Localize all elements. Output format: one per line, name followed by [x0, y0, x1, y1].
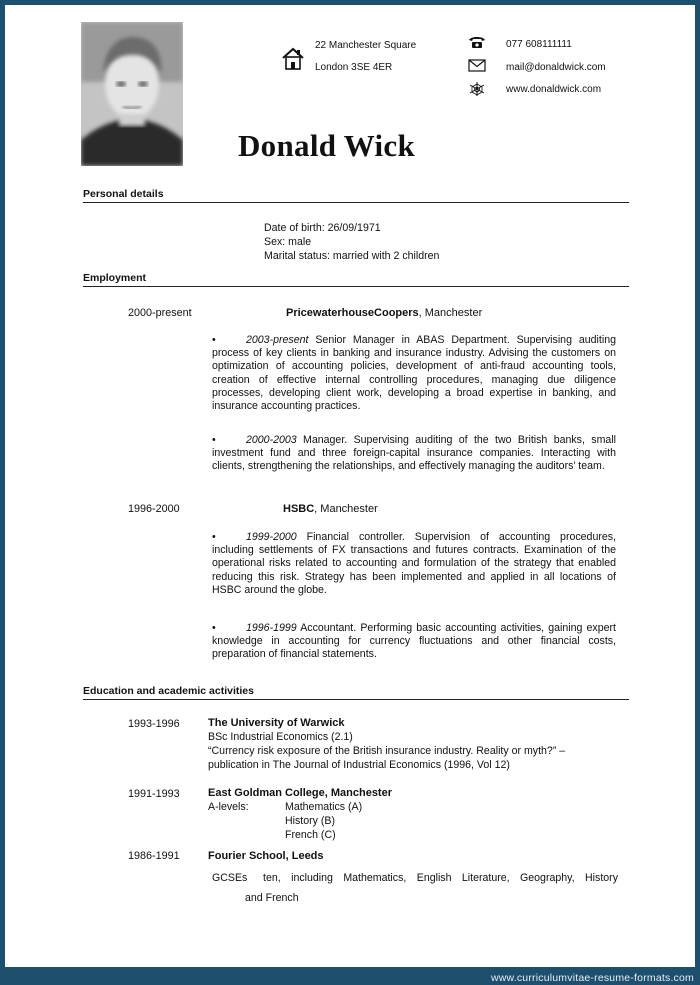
phone-number: 077 608111111 [506, 39, 572, 50]
gcse-label: GCSEs [212, 872, 248, 884]
role-text: Accountant. Performing basic accounting activities, gaining expert knowledge in accounting for currency fluctuations and other financial costs, preparation of financial statements. [212, 622, 616, 661]
job-employer [286, 307, 482, 319]
gcse-details-cont: and French [245, 892, 299, 904]
footer-url[interactable]: www.curriculumvitae-resume-formats.com [490, 972, 694, 984]
role-period: 1999-2000 [246, 531, 297, 543]
company-name: HSBC [283, 503, 315, 515]
mail-icon [468, 59, 486, 72]
section-divider [83, 286, 629, 287]
section-title-personal: Personal details [83, 188, 164, 200]
job-dates: 2000-present [128, 307, 192, 319]
role-period: 1996-1999 [246, 622, 297, 634]
job-dates: 1996-2000 [128, 503, 180, 515]
section-divider [83, 699, 629, 700]
section-title-employment: Employment [83, 272, 147, 284]
role-text: Financial controller. Supervision of accounting procedures, including settlements of FX transactions and futures contracts. Examination of the operational risks related to accounting and formulation of the strategy that enabled reducing this risk. Strategy has been implemented and applied in all locations of HSBC around the globe. [212, 531, 616, 596]
school-name: East Goldman College, Manchester [208, 787, 392, 799]
profile-photo [81, 22, 183, 166]
edu-dates: 1993-1996 [128, 718, 180, 730]
role-period: 2000-2003 [246, 434, 297, 446]
role-description: • 1996-1999 Accountant. Performing basic accounting activities, gaining expert knowledge in accounting for currency fluctuations and other financial costs, preparation of financial statements. [212, 622, 616, 661]
role-text: Senior Manager in ABAS Department. Supervising auditing process of key clients in banking and insurance industry. Advising the customers on optimization of accounting policies, development of anti-fraud accounting tools, creation of effective internal controlling procedures, managing due diligence processes, developing client work, developing a broad expertise in banking, and insurance accounting practices. [212, 334, 616, 413]
section-title-education: Education and academic activities [83, 685, 254, 697]
company-location: , Manchester [418, 307, 483, 319]
degree: BSc Industrial Economics (2.1) [208, 731, 353, 743]
address-line-2: London 3SE 4ER [315, 62, 393, 73]
role-text: Manager. Supervising auditing of the two British banks, small investment fund and three foreign-capital insurance companies. Interacting with clients, strengthening the relationships, and effectively managing the auditors’ team. [212, 434, 616, 473]
edu-dates: 1991-1993 [128, 788, 180, 800]
company-name: PricewaterhouseCoopers [286, 307, 419, 319]
publication-title: “Currency risk exposure of the British insurance industry. Reality or myth?” – [208, 745, 566, 757]
role-description: • 2000-2003 Manager. Supervising auditing of the two British banks, small investment fund and three foreign-capital insurance companies. Interacting with clients, strengthening the relationships, and effectively managing the auditors’ team. [212, 434, 616, 473]
home-icon [281, 46, 305, 72]
company-location: , Manchester [314, 503, 378, 515]
email-address[interactable]: mail@donaldwick.com [506, 62, 606, 73]
school-name: Fourier School, Leeds [208, 850, 324, 862]
section-divider [83, 202, 629, 203]
alevels-label: A-levels: [208, 801, 249, 813]
phone-icon [468, 35, 486, 49]
website-url[interactable]: www.donaldwick.com [506, 84, 602, 95]
alevel-subject: French (C) [285, 829, 336, 841]
role-description: • 1999-2000 Financial controller. Supervision of accounting procedures, including settlements of FX transactions and futures contracts. Examination of the operational risks related to accounting and formulation of the strategy that enabled reducing this risk. Strategy has been implemented and applied in all locations of HSBC around the globe. [212, 531, 616, 596]
job-employer [283, 503, 378, 515]
school-name: The University of Warwick [208, 717, 345, 729]
address-line-1: 22 Manchester Square [315, 40, 417, 51]
role-period: 2003-present [246, 334, 309, 346]
role-description: • 2003-present Senior Manager in ABAS Department. Supervising auditing process of key clients in banking and insurance industry. Advising the customers on optimization of accounting policies, development of anti-fraud accounting tools, creation of effective internal controlling procedures, managing due diligence processes, developing client work, developing a broad expertise in banking, and insurance accounting practices. [212, 334, 616, 413]
web-icon [468, 81, 486, 97]
candidate-name: Donald Wick [238, 128, 416, 163]
alevel-subject: Mathematics (A) [285, 801, 363, 813]
publication-source: publication in The Journal of Industrial Economics (1996, Vol 12) [208, 759, 510, 771]
marital-status: Marital status: married with 2 children [264, 250, 440, 262]
date-of-birth: Date of birth: 26/09/1971 [264, 222, 381, 234]
sex: Sex: male [264, 236, 312, 248]
edu-dates: 1986-1991 [128, 850, 180, 862]
alevel-subject: History (B) [285, 815, 336, 827]
gcse-details: ten, including Mathematics, English Literature, Geography, History [263, 872, 618, 884]
